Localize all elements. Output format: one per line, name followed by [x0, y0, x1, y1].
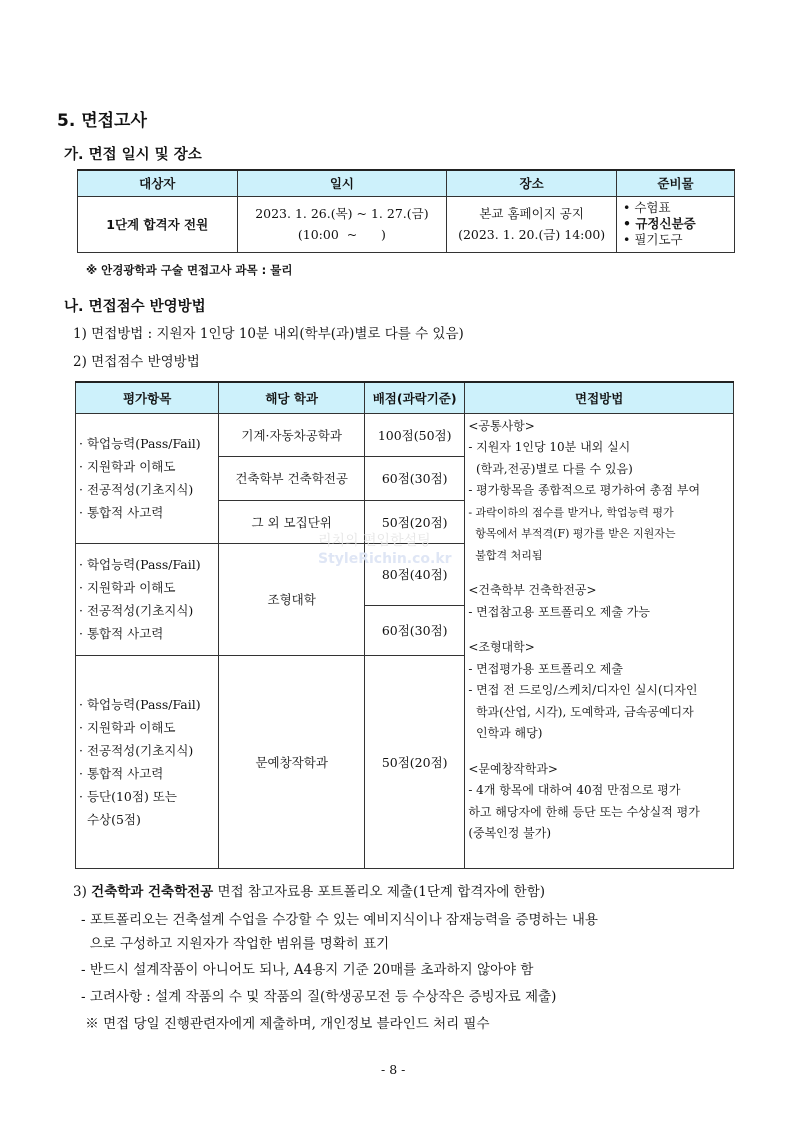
method-common-title: <공통사항>: [468, 418, 535, 433]
header-criteria: 평가항목: [76, 382, 219, 413]
score-design-1: 80점(40점): [365, 543, 465, 605]
criteria-item: · 등단(10점) 또는: [79, 788, 177, 804]
spacer: [468, 623, 730, 637]
item3-prefix: 3): [73, 884, 92, 900]
method-line: - 면접 전 드로잉/스케치/디자인 실시(디자인: [468, 683, 698, 697]
bullet-1-cont: 으로 구성하고 지원자가 작업한 범위를 명확히 표기: [81, 936, 390, 952]
place-line1: 본교 홈페이지 공지: [479, 206, 584, 221]
section-title: 5. 면접고사: [57, 111, 147, 131]
spacer: [468, 745, 730, 759]
method-line: - 지원자 1인당 10분 내외 실시: [468, 440, 631, 454]
criteria-item: · 통합적 사고력: [79, 505, 164, 520]
method-arch-title: <건축학부 건축학전공>: [468, 583, 597, 597]
score-table: [75, 381, 734, 869]
criteria-item: · 학업능력(Pass/Fail): [79, 436, 201, 451]
dept-design: 조형대학: [219, 543, 365, 655]
item-ticket: • 수험표: [622, 200, 671, 215]
header-method: 면접방법: [465, 382, 734, 413]
item3-bold: 건축학과 건축학전공: [91, 884, 214, 900]
method-line: - 4개 항목에 대하여 40점 만점으로 평가: [468, 783, 681, 797]
method-design-title: <조형대학>: [468, 640, 535, 654]
datetime-line1: 2023. 1. 26.(목) ~ 1. 27.(금): [255, 206, 429, 221]
dept-mechanical: 기계·자동차공학과: [219, 413, 365, 456]
method-line: - 면접평가용 포트폴리오 제출: [468, 661, 623, 676]
criteria-item: · 지원학과 이해도: [79, 459, 176, 474]
bullet-1: - 포트폴리오는 건축설계 수업을 수강할 수 있는 예비지식이나 잠재능력을 증명하는 내용: [81, 912, 598, 928]
header-datetime: 일시: [237, 170, 447, 196]
item3-rest: 면접 참고자료용 포트폴리오 제출(1단계 합격자에 한함): [213, 884, 546, 900]
place-line2: (2023. 1. 20.(금) 14:00): [458, 227, 606, 242]
datetime-line2: (10:00 ~ ): [297, 227, 386, 242]
method-line: - 평가항목을 종합적으로 평가하여 총점 부여: [468, 483, 701, 497]
criteria-group2: [76, 543, 219, 655]
watermark-line1: 리치의 편입한설팅: [318, 533, 431, 549]
score-mechanical: 100점(50점): [365, 413, 465, 456]
method-line: 인학과 해당): [468, 726, 543, 740]
interview-schedule-table: [77, 169, 735, 253]
dept-architecture: 건축학부 건축학전공: [219, 456, 365, 500]
items-cell: [616, 196, 734, 252]
bullet-4: ※ 면접 당일 진행관련자에게 제출하며, 개인정보 블라인드 처리 필수: [81, 1016, 490, 1032]
criteria-item: · 통합적 사고력: [79, 765, 164, 781]
subsection-ga-title: 가. 면접 일시 및 장소: [64, 147, 202, 163]
score-others: 50점(20점): [365, 500, 465, 543]
method-line: (중복인정 불가): [468, 826, 552, 840]
method-line: - 면접참고용 포트폴리오 제출 가능: [468, 604, 650, 619]
criteria-item: 수상(5점): [79, 811, 141, 827]
bullet-2: - 반드시 설계작품이 아니어도 되나, A4용지 기준 20매를 초과하지 않아야 함: [81, 962, 534, 978]
item-id-card: • 규정신분증: [622, 216, 696, 231]
method-line: 하고 해당자에 한해 등단 또는 수상실적 평가: [468, 804, 700, 819]
method-line: (학과,전공)별로 다를 수 있음): [468, 461, 633, 476]
score-architecture: 60점(30점): [365, 456, 465, 500]
criteria-item: · 전공적성(기초지식): [79, 603, 194, 618]
method-line: 학과(산업, 시각), 도예학과, 금속공예디자: [468, 704, 694, 719]
criteria-item: · 지원학과 이해도: [79, 719, 176, 735]
item1-text: 1) 면접방법 : 지원자 1인당 10분 내외(학부(과)별로 다를 수 있음): [73, 326, 464, 342]
criteria-group3: [76, 655, 219, 868]
item-writing-tools: • 필기도구: [622, 232, 683, 247]
method-line: - 과락이하의 점수를 받거나, 학업능력 평가: [468, 505, 674, 519]
dept-creative-writing: 문예창작학과: [219, 655, 365, 868]
method-line: 항목에서 부적격(F) 평가를 받은 지원자는: [468, 527, 676, 540]
spacer: [468, 566, 730, 580]
criteria-item: · 학업능력(Pass/Fail): [79, 557, 201, 572]
place-cell: [447, 196, 617, 252]
criteria-item: · 전공적성(기초지식): [79, 482, 194, 497]
method-lit-title: <문예창작학과>: [468, 761, 558, 776]
header-place: 장소: [447, 170, 617, 196]
datetime-cell: [237, 196, 447, 252]
score-design-2: 60점(30점): [365, 605, 465, 655]
item3-text: [73, 880, 545, 900]
dept-others: 그 외 모집단위: [219, 500, 365, 543]
method-cell: [465, 413, 734, 868]
header-dept: 해당 학과: [219, 382, 365, 413]
item2-text: 2) 면접점수 반영방법: [73, 354, 200, 370]
method-line: 불합격 처리됨: [468, 548, 543, 562]
watermark-line2: StyleRichin.co.kr: [318, 551, 452, 567]
subsection-na-title: 나. 면접점수 반영방법: [64, 299, 206, 315]
header-items: 준비물: [616, 170, 734, 196]
criteria-group1: [76, 413, 219, 543]
header-target: 대상자: [78, 170, 238, 196]
score-creative-writing: 50점(20점): [365, 655, 465, 868]
target-cell: 1단계 합격자 전원: [78, 196, 238, 252]
note-optometry: ※ 안경광학과 구술 면접고사 과목 : 물리: [86, 263, 293, 277]
criteria-item: · 지원학과 이해도: [79, 580, 176, 595]
criteria-item: · 전공적성(기초지식): [79, 742, 194, 758]
criteria-item: · 통합적 사고력: [79, 626, 164, 641]
header-score: 배점(과락기준): [365, 382, 465, 413]
bullet-3: - 고려사항 : 설계 작품의 수 및 작품의 질(학생공모전 등 수상작은 증빙자료 제출): [81, 989, 557, 1005]
criteria-item: · 학업능력(Pass/Fail): [79, 696, 201, 712]
page-number: - 8 -: [381, 1062, 406, 1077]
